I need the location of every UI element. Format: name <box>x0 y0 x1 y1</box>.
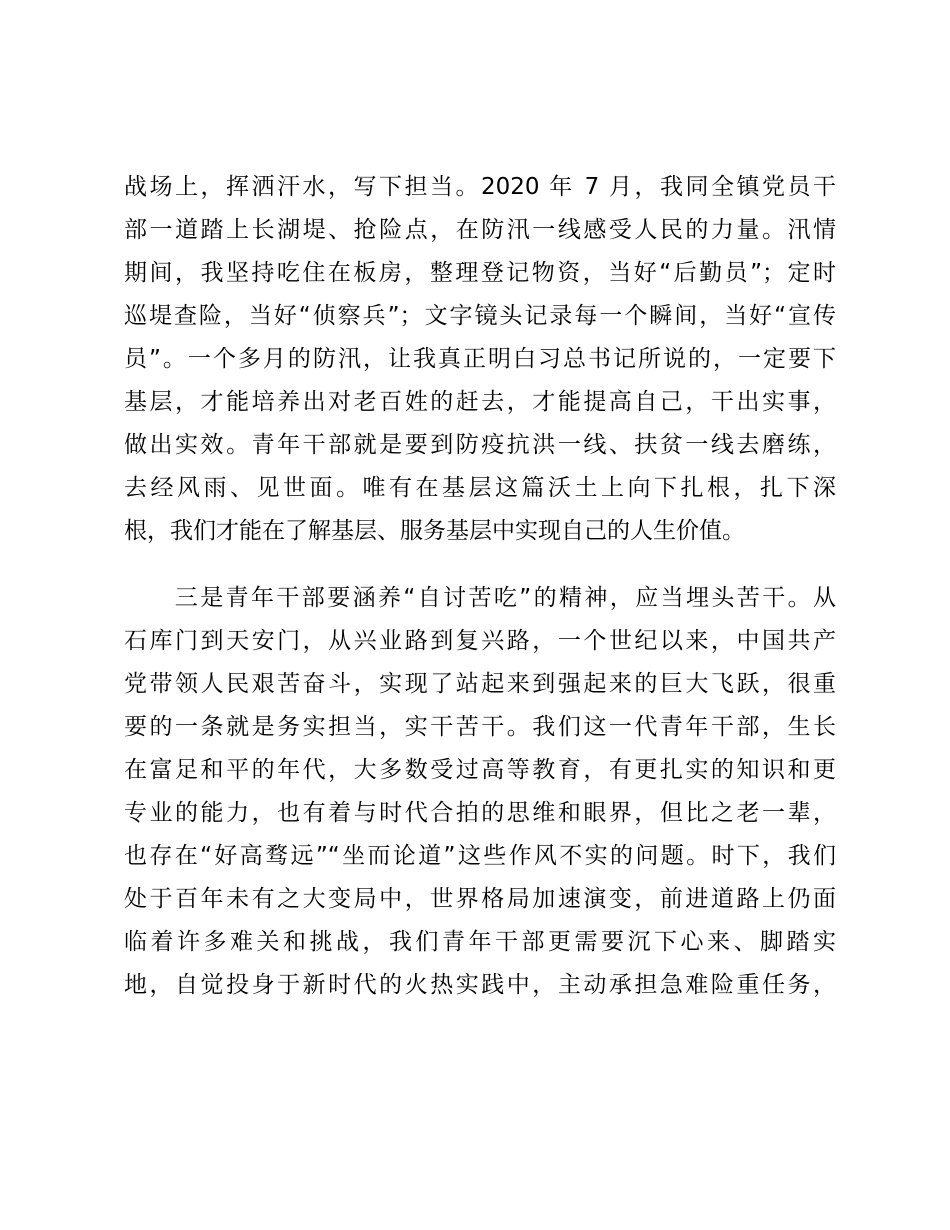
text-line: 根，我们才能在了解基层、服务基层中实现自己的人生价值。 <box>124 518 745 544</box>
text-line: 在富足和平的年代，大多数受过高等教育，有更扎实的知识和更 <box>124 757 836 783</box>
text-line: 地，自觉投身于新时代的火热实践中，主动承担急难险重任务， <box>124 972 836 998</box>
text-line: 处于百年未有之大变局中，世界格局加速演变，前进道路上仍面 <box>124 886 836 912</box>
text-line: 战场上，挥洒汗水，写下担当。2020 年 7 月，我同全镇党员干 <box>124 174 836 200</box>
text-line: 要的一条就是务实担当，实干苦干。我们这一代青年干部，生长 <box>124 714 836 740</box>
text-line: 石库门到天安门，从兴业路到复兴路，一个世纪以来，中国共产 <box>124 628 836 654</box>
text-line: 做出实效。青年干部就是要到防疫抗洪一线、扶贫一线去磨练， <box>124 432 836 458</box>
text-line: 三是青年干部要涵养“自讨苦吃”的精神，应当埋头苦干。从 <box>124 585 836 611</box>
text-line: 也存在“好高骛远”“坐而论道”这些作风不实的问题。时下，我们 <box>124 843 836 869</box>
text-line: 期间，我坚持吃住在板房，整理登记物资，当好“后勤员”；定时 <box>124 260 836 286</box>
text-line: 党带领人民艰苦奋斗，实现了站起来到强起来的巨大飞跃，很重 <box>124 671 836 697</box>
text-line: 专业的能力，也有着与时代合拍的思维和眼界，但比之老一辈， <box>124 800 836 826</box>
text-line: 部一道踏上长湖堤、抢险点，在防汛一线感受人民的力量。汛情 <box>124 217 836 243</box>
paragraph-2 <box>124 577 836 1007</box>
text-line: 基层，才能培养出对老百姓的赶去，才能提高自己，干出实事， <box>124 389 836 415</box>
text-line: 去经风雨、见世面。唯有在基层这篇沃土上向下扎根，扎下深 <box>124 475 836 501</box>
text-line: 临着许多难关和挑战，我们青年干部更需要沉下心来、脚踏实 <box>124 929 836 955</box>
text-line: 员”。一个多月的防汛，让我真正明白习总书记所说的，一定要下 <box>124 346 836 372</box>
paragraph-1 <box>124 166 836 553</box>
text-line: 巡堤查险，当好“侦察兵”；文字镜头记录每一个瞬间，当好“宣传 <box>124 303 836 329</box>
